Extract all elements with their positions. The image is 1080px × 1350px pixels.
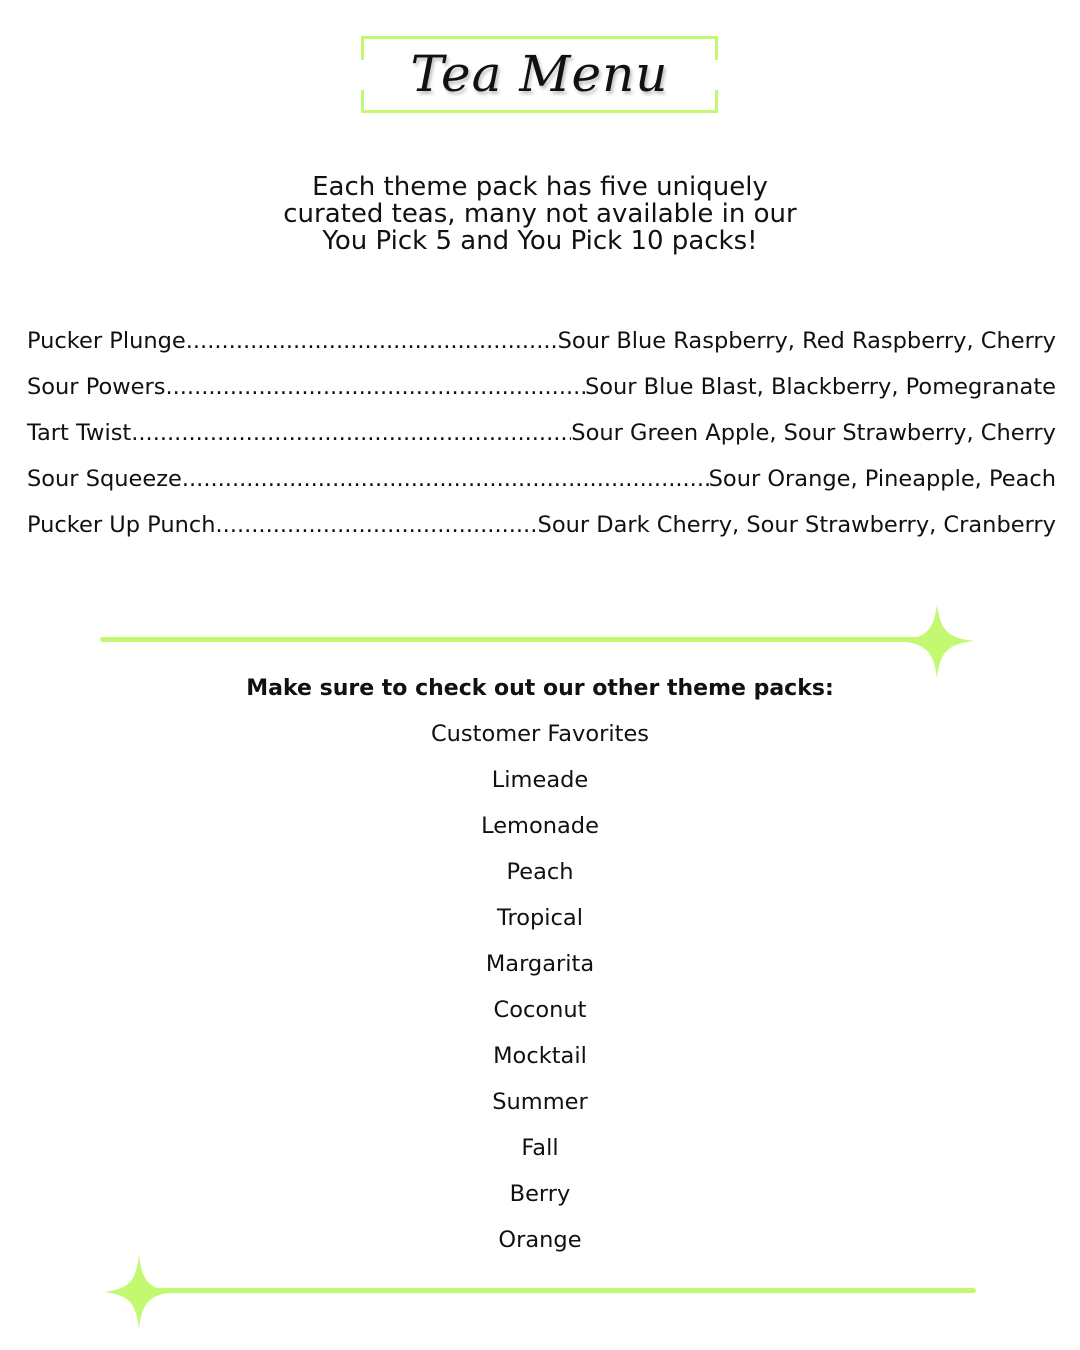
menu-item-flavors: Sour Dark Cherry, Sour Strawberry, Cranberry (537, 512, 1056, 538)
menu-item-name: Sour Powers (27, 374, 166, 400)
menu-item-name: Tart Twist (27, 420, 132, 446)
list-item: Coconut (493, 997, 587, 1023)
menu-item-name: Sour Squeeze (27, 466, 182, 492)
intro-line: You Pick 5 and You Pick 10 packs! (322, 226, 758, 256)
title-frame (361, 36, 718, 113)
menu-item-flavors: Sour Blue Raspberry, Red Raspberry, Cherry (557, 328, 1056, 354)
list-item: Peach (506, 859, 574, 885)
intro-line: Each theme pack has five uniquely (312, 172, 768, 202)
list-item: Summer (492, 1089, 588, 1115)
other-packs-list (0, 717, 1080, 1269)
intro-paragraph (0, 174, 1080, 255)
menu-item-flavors: Sour Blue Blast, Blackberry, Pomegranate (584, 374, 1056, 400)
menu-item (27, 368, 1056, 414)
page-title: Tea Menu (410, 45, 669, 103)
top-divider (100, 637, 940, 642)
list-item: Orange (498, 1227, 582, 1253)
list-item: Customer Favorites (430, 721, 650, 747)
list-item: Berry (509, 1181, 571, 1207)
other-packs-heading: Make sure to check out our other theme packs: (246, 676, 834, 701)
menu-item (27, 414, 1056, 460)
list-item: Lemonade (481, 813, 599, 839)
frame-bottom (361, 110, 718, 113)
dot-leader (165, 368, 585, 406)
menu-item-name: Pucker Plunge (27, 328, 186, 354)
tea-menu-list (27, 322, 1056, 552)
menu-item (27, 322, 1056, 368)
list-item: Fall (521, 1135, 559, 1161)
list-item: Mocktail (493, 1043, 587, 1069)
dot-leader (131, 414, 571, 452)
frame-top (361, 36, 718, 39)
list-item: Limeade (491, 767, 589, 793)
bottom-divider (140, 1288, 976, 1293)
list-item: Margarita (485, 951, 595, 977)
dot-leader (186, 322, 558, 360)
dot-leader (182, 460, 709, 498)
menu-item (27, 506, 1056, 552)
list-item: Tropical (497, 905, 583, 931)
dot-leader (216, 506, 538, 544)
menu-item-name: Pucker Up Punch (27, 512, 216, 538)
menu-item-flavors: Sour Green Apple, Sour Strawberry, Cherry (571, 420, 1056, 446)
menu-item (27, 460, 1056, 506)
sparkle-icon (102, 1255, 176, 1329)
sparkle-icon (898, 604, 976, 678)
intro-line: curated teas, many not available in our (283, 199, 797, 229)
menu-item-flavors: Sour Orange, Pineapple, Peach (708, 466, 1056, 492)
